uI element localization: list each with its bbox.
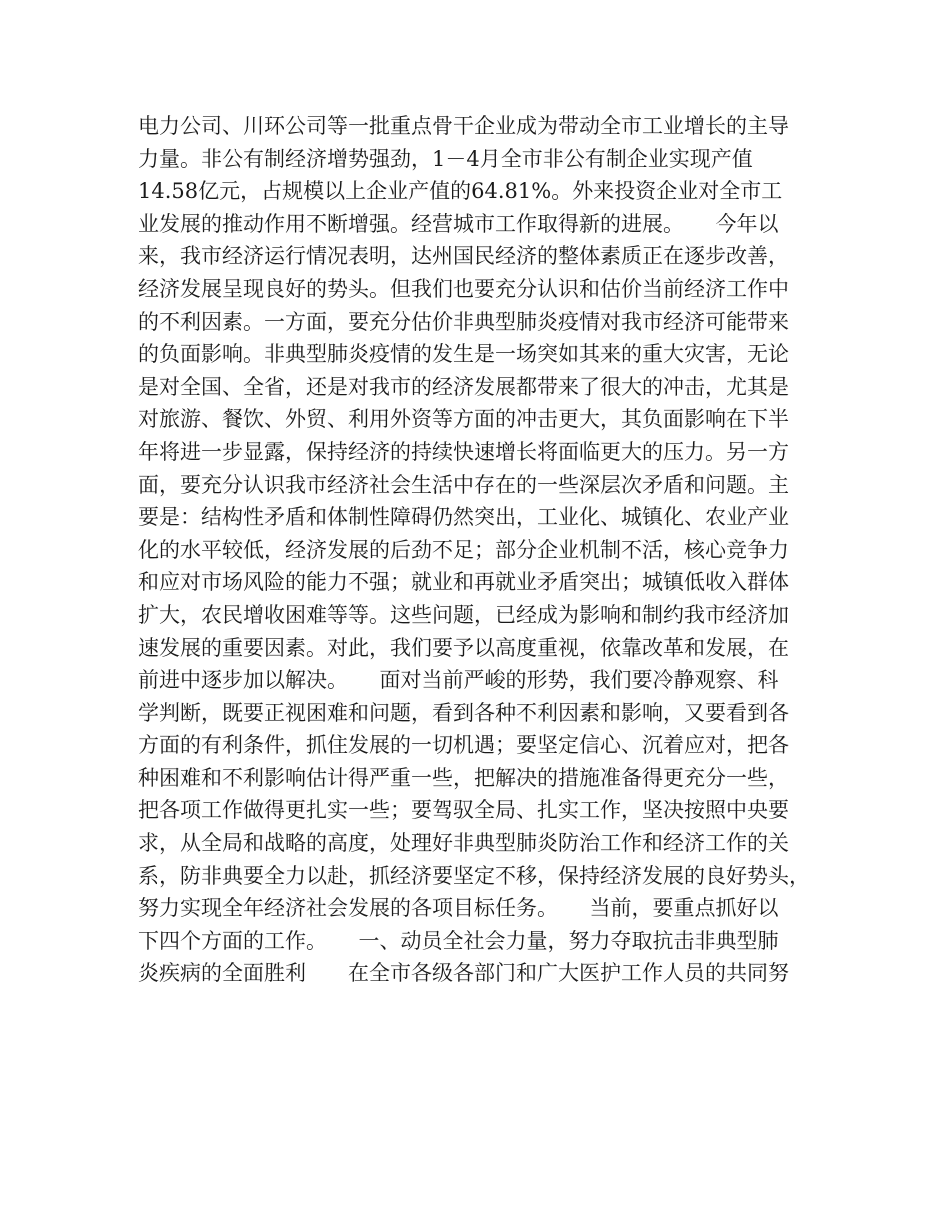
text-line: 的不利因素。一方面，要充分估价非典型肺炎疫情对我市经济可能带来 [138,309,789,334]
text-line: 业发展的推动作用不断增强。经营城市工作取得新的进展。 今年以 [138,211,779,236]
text-line: 力量。非公有制经济增势强劲，1－4月全市非公有制企业实现产值 [138,146,753,171]
text-line: 和应对市场风险的能力不强；就业和再就业矛盾突出；城镇低收入群体 [138,570,789,595]
text-line: 面，要充分认识我市经济社会生活中存在的一些深层次矛盾和问题。主 [138,472,789,497]
text-line: 电力公司、川环公司等一批重点骨干企业成为带动全市工业增长的主导 [138,114,789,138]
text-line: 对旅游、餐饮、外贸、利用外资等方面的冲击更大，其负面影响在下半 [138,407,789,432]
body-text [138,110,838,990]
text-line: 学判断，既要正视困难和问题，看到各种不利因素和影响，又要看到各 [138,700,789,725]
text-line: 来，我市经济运行情况表明，达州国民经济的整体素质正在逐步改善， [138,244,789,269]
text-line: 是对全国、全省，还是对我市的经济发展都带来了很大的冲击，尤其是 [138,374,789,399]
text-line: 努力实现全年经济社会发展的各项目标任务。 当前，要重点抓好以 [138,896,779,921]
text-line: 求，从全局和战略的高度，处理好非典型肺炎防治工作和经济工作的关 [138,831,789,856]
text-line: 下四个方面的工作。 一、动员全社会力量，努力夺取抗击非典型肺 [138,928,779,953]
text-line: 要是：结构性矛盾和体制性障碍仍然突出，工业化、城镇化、农业产业 [138,505,789,530]
text-line: 14.58亿元，占规模以上企业产值的64.81%。外来投资企业对全市工 [138,179,783,204]
text-line: 方面的有利条件，抓住发展的一切机遇；要坚定信心、沉着应对，把各 [138,733,789,758]
text-line: 种困难和不利影响估计得严重一些，把解决的措施准备得更充分一些， [138,765,789,790]
text-line: 的负面影响。非典型肺炎疫情的发生是一场突如其来的重大灾害，无论 [138,342,789,367]
text-line: 化的水平较低，经济发展的后劲不足；部分企业机制不活，核心竞争力 [138,537,789,562]
text-line: 经济发展呈现良好的势头。但我们也要充分认识和估价当前经济工作中 [138,276,789,301]
text-line: 前进中逐步加以解决。 面对当前严峻的形势，我们要冷静观察、科 [138,668,779,693]
text-line: 把各项工作做得更扎实一些；要驾驭全局、扎实工作，坚决按照中央要 [138,798,789,823]
text-line: 系，防非典要全力以赴，抓经济要坚定不移，保持经济发展的良好势头， [138,863,810,888]
text-line: 扩大，农民增收困难等等。这些问题，已经成为影响和制约我市经济加 [138,602,789,627]
text-line: 年将进一步显露，保持经济的持续快速增长将面临更大的压力。另一方 [138,439,789,464]
text-line: 速发展的重要因素。对此，我们要予以高度重视，依靠改革和发展，在 [138,635,789,660]
text-line: 炎疾病的全面胜利 在全市各级各部门和广大医护工作人员的共同努 [138,961,789,986]
